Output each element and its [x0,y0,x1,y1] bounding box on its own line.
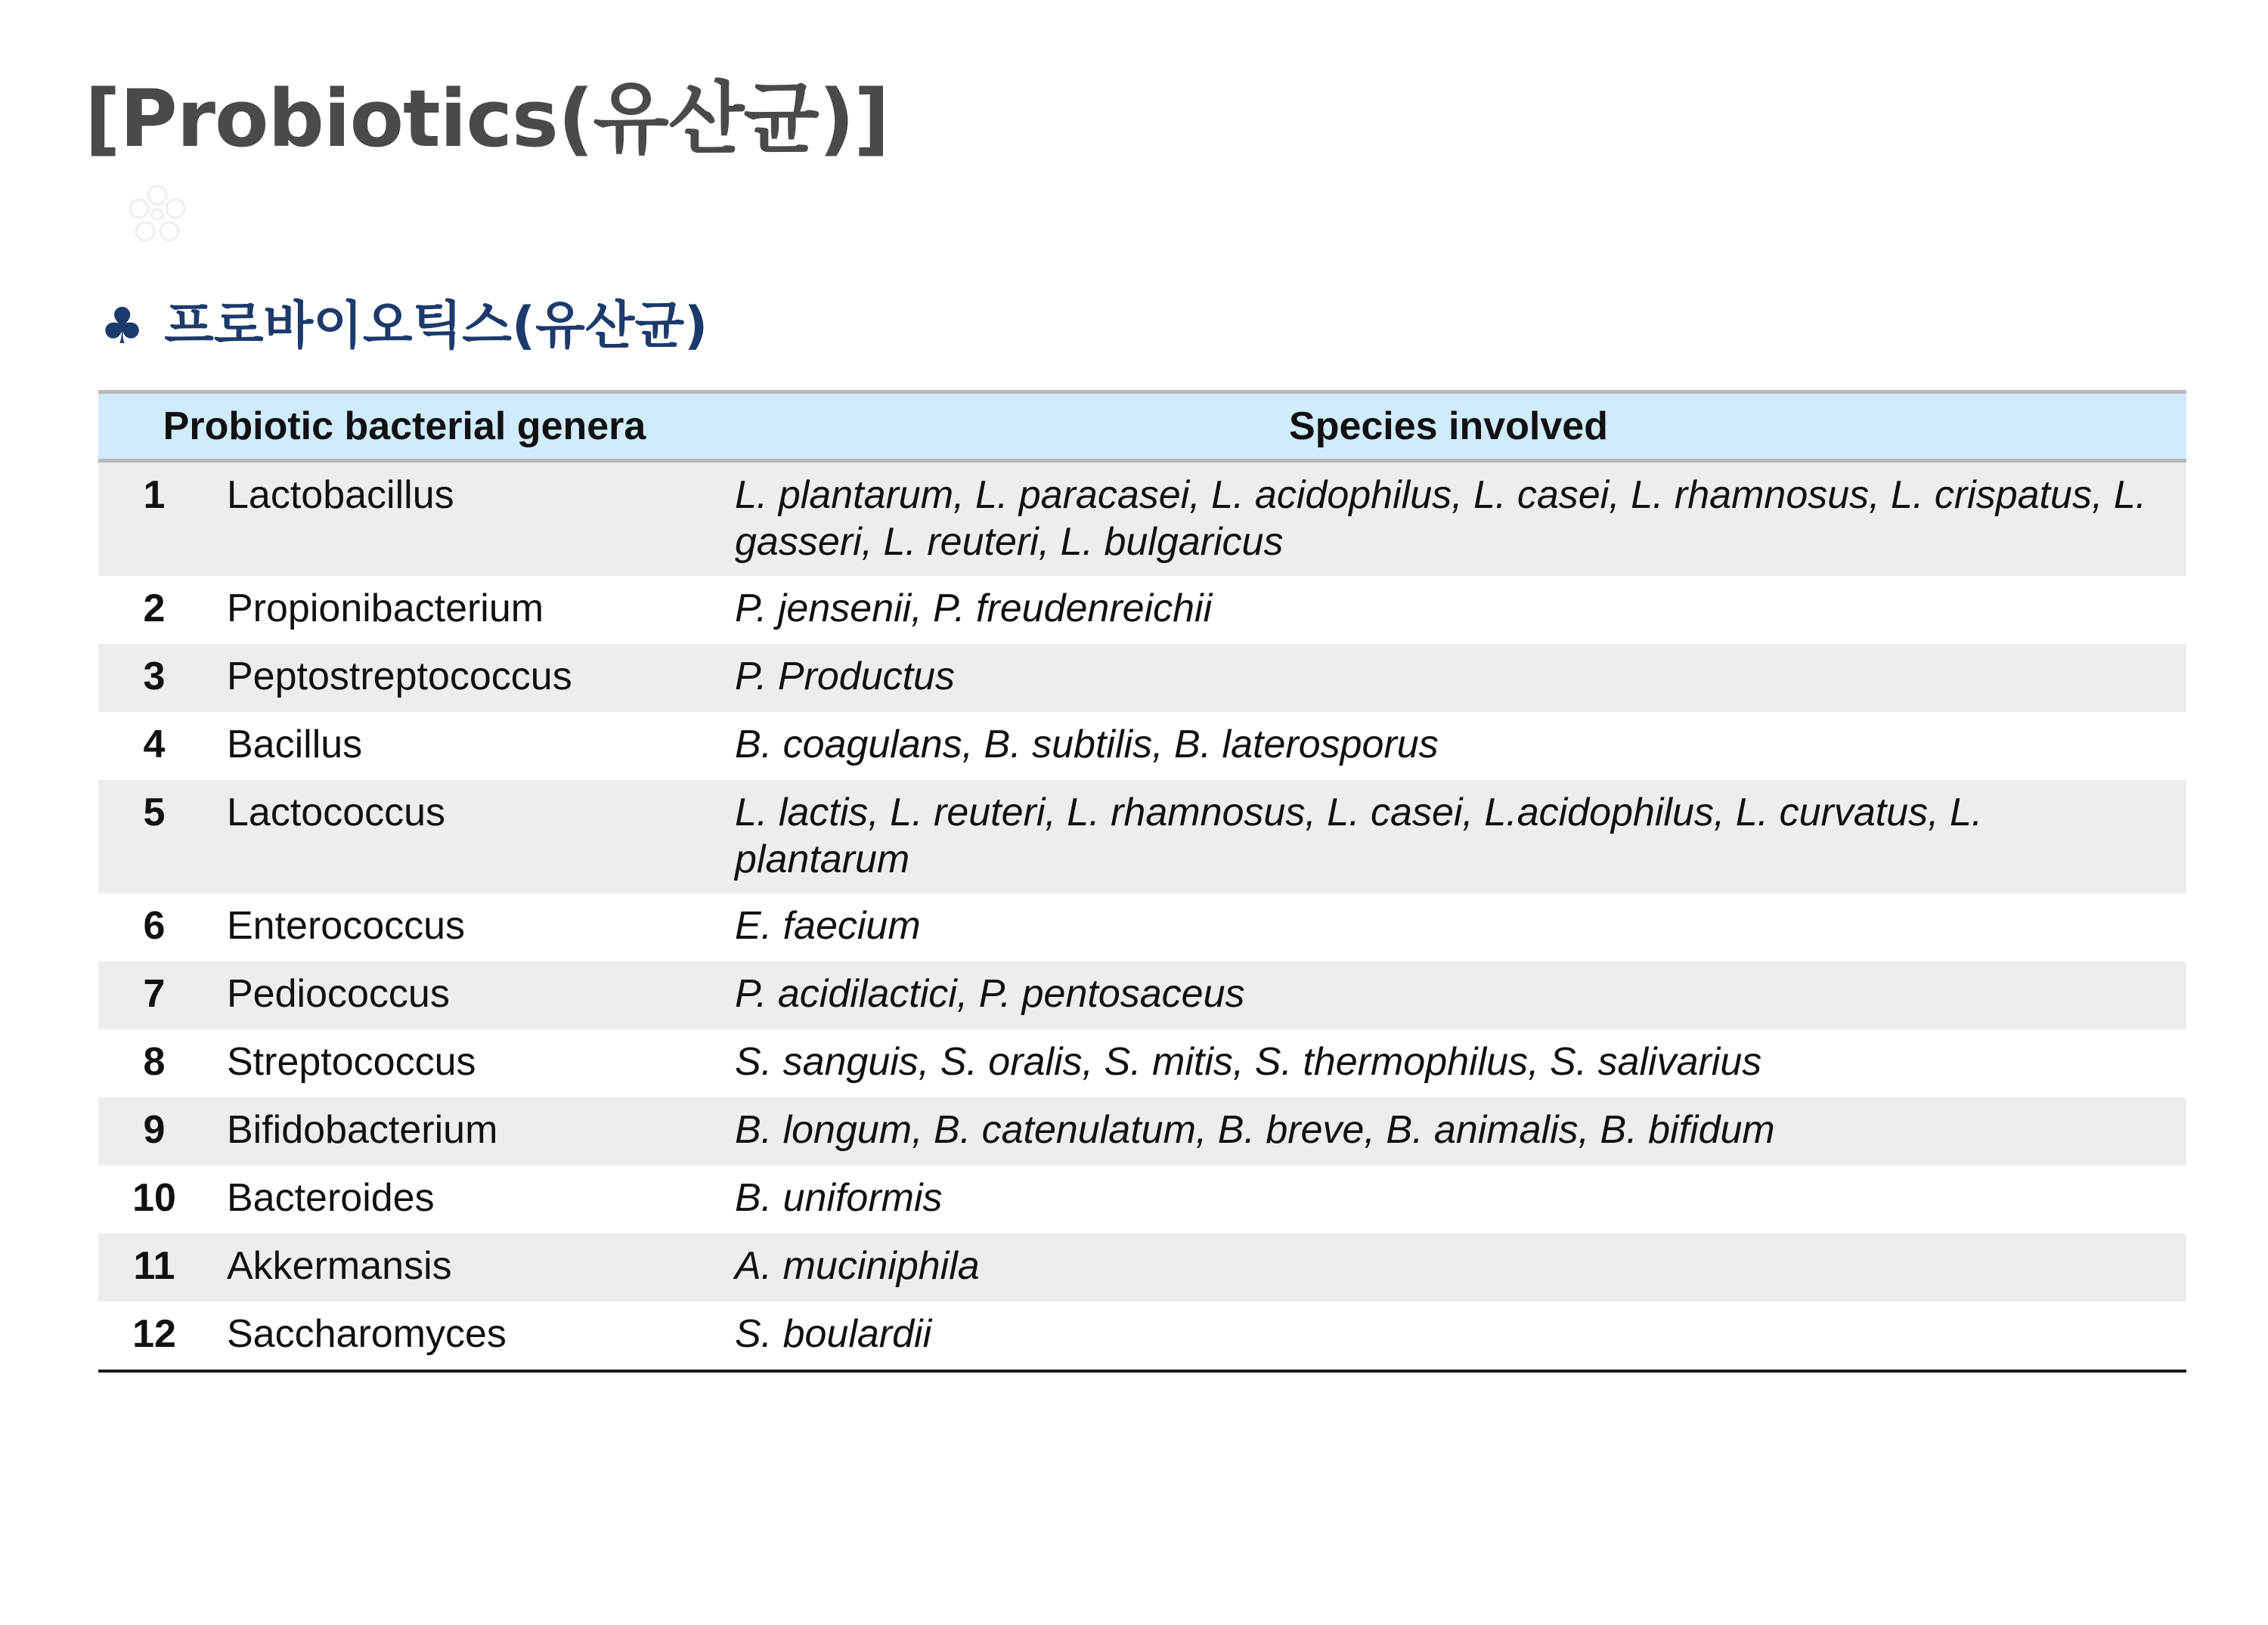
species-cell: A. muciniphila [735,1244,980,1288]
species-cell: S. sanguis, S. oralis, S. mitis, S. thermophilus, S. salivarius [735,1040,1762,1084]
table-row [98,1029,2186,1097]
species-cell: S. boulardii [735,1312,932,1356]
genus-cell: Saccharomyces [227,1312,507,1356]
row-number: 12 [132,1312,176,1356]
row-number: 7 [143,972,166,1016]
table-row [98,463,2186,576]
section-heading [100,296,708,356]
species-cell: B. longum, B. catenulatum, B. breve, B. animalis, B. bifidum [735,1108,1775,1152]
row-number: 4 [143,723,166,766]
genus-cell: Pediococcus [227,972,450,1016]
genus-cell: Streptococcus [227,1040,476,1084]
club-suit-icon: ♣ [100,297,145,355]
table-body [98,463,2186,1370]
row-number: 10 [132,1176,176,1220]
row-number: 3 [143,655,166,698]
row-number: 6 [143,904,166,948]
table-row [98,644,2186,712]
table-row [98,1165,2186,1233]
species-cell: P. acidilactici, P. pentosaceus [735,972,1245,1016]
row-number: 2 [143,587,166,630]
header-species: Species involved [1289,404,1608,448]
table-row [98,780,2186,893]
table-row [98,1302,2186,1370]
section-heading-text: 프로바이오틱스(유산균) [164,296,708,356]
genus-cell: Lactobacillus [227,473,454,517]
table-row [98,576,2186,644]
genus-cell: Propionibacterium [227,587,544,630]
table-row [98,1233,2186,1302]
genus-cell: Akkermansis [227,1244,452,1288]
table-row [98,961,2186,1029]
genus-cell: Peptostreptococcus [227,655,572,698]
row-number: 11 [133,1244,175,1288]
table-row [98,712,2186,780]
genus-cell: Bifidobacterium [227,1108,498,1152]
species-cell: P. jensenii, P. freudenreichii [735,587,1213,630]
table-row [98,1097,2186,1165]
species-cell: P. Productus [735,655,956,698]
row-number: 9 [143,1108,166,1152]
species-cell: B. uniformis [735,1176,943,1220]
row-number: 5 [143,791,166,834]
genus-cell: Bacteroides [227,1176,435,1220]
flower-watermark-icon [119,178,195,254]
row-number: 8 [143,1040,166,1084]
header-genera: Probiotic bacterial genera [163,404,646,448]
row-number: 1 [143,473,166,517]
species-cell: L. plantarum, L. paracasei, L. acidophilus, L. casei, L. rhamnosus, L. crispatus, L. gasseri, L. reuteri, L. bulgaricus [735,473,2147,564]
genus-cell: Lactococcus [227,791,446,834]
genus-cell: Enterococcus [227,904,466,948]
genus-cell: Bacillus [227,723,363,766]
species-cell: E. faecium [735,904,921,948]
table-row [98,893,2186,961]
page-title: [Probiotics(유산균)] [85,73,889,165]
species-cell: B. coagulans, B. subtilis, B. laterosporus [735,723,1439,766]
probiotics-table [98,390,2186,1373]
species-cell: L. lactis, L. reuteri, L. rhamnosus, L. casei, L.acidophilus, L. curvatus, L. plantarum [735,791,1983,881]
table-header [98,394,2186,463]
